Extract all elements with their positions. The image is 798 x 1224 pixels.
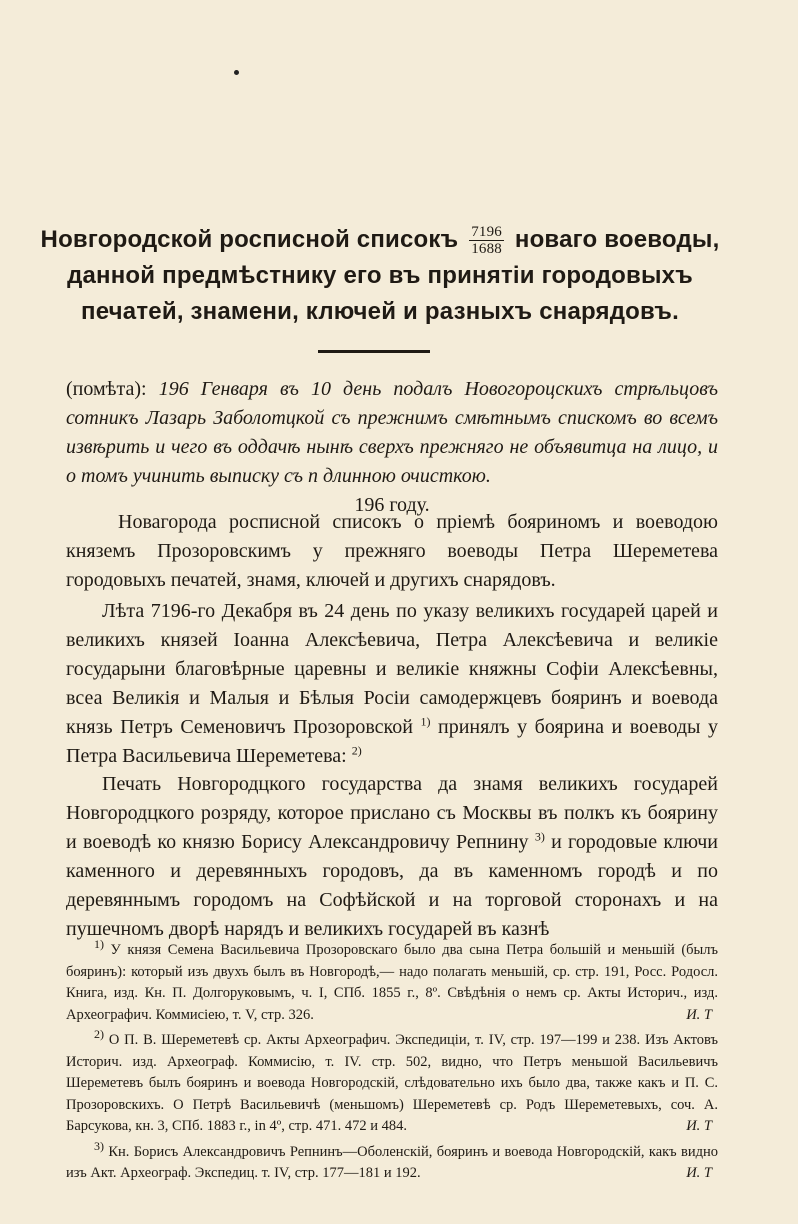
remark-year: 196 году.: [354, 494, 430, 516]
footnotes: [66, 937, 719, 1189]
footnote: [66, 1138, 719, 1185]
footnote: [66, 1027, 719, 1138]
document-title: [40, 222, 720, 330]
remark-text: 196 Генваря въ 10 день подалъ Новогороцскихъ стрѣльцовъ сотникъ Лазарь Заболотцкой съ прежнимъ смѣтнымъ спискомъ во всемъ извѣрить и чего въ оддачѣ нынѣ сверхъ прежняго не объявитца на лицо, и о томъ учинить выписку съ п длинною очисткою.: [66, 378, 718, 487]
footnote-ref-3: 3): [534, 829, 545, 844]
title-part-1: Новгородской росписной списокъ: [40, 226, 459, 253]
footnote-mark: 2): [94, 1027, 104, 1042]
ink-dot: [234, 70, 239, 75]
fraction-numerator: 7196: [471, 224, 502, 241]
footnote-ref-1: 1): [420, 714, 431, 729]
paragraph-seal-text-a: Печать Новгородцкого государства да знамя великихъ государей Новгородцкого розряду, которое прислано съ Москвы въ полкъ къ боярину и воеводѣ ко князю Борису Александровичу Репнину: [66, 773, 718, 853]
footnote-signature: И. Т: [686, 1118, 712, 1134]
paragraph-date-text-a: Лѣта 7196-го Декабря въ 24 день по указу великихъ государей царей и великихъ князей Іоанна Алексѣевича, Петра Алексѣевича и великіе государыни благовѣрные царевны и великіе княжны Софіи Алексѣевны, всеа Великія и Малыя и Бѣлыя Росіи самодержцевъ бояринъ и воевода князь Петръ Семеновичъ Прозоровской: [66, 600, 718, 738]
title-divider: [318, 350, 430, 353]
year-fraction: [469, 224, 504, 257]
title-part-2: новаго воеводы, данной предмѣстнику его въ принятіи городовыхъ печатей, знамени, ключей и разныхъ снарядовъ.: [67, 226, 720, 325]
remark-paragraph: [66, 375, 718, 520]
fraction-denominator: 1688: [471, 241, 502, 258]
footnote-ref-2: 2): [351, 743, 362, 758]
paragraph-seal: [66, 770, 718, 944]
footnote-text: У князя Семена Васильевича Прозоровскаго было два сына Петра большій и меньшій (былъ бояринъ): который изъ двухъ былъ въ Новгородѣ,— надо полагать меньшій, ср. стр. 191, Росс. Родосл. Книга, изд. Кн. П. Долгоруковымъ, ч. I, СПб. 1855 г., 8º. Свѣдѣнія о немъ ср. Акты Историч., изд. Археографич. Коммисіею, т. V, стр. 326.: [66, 942, 719, 1023]
footnote-mark: 1): [94, 937, 104, 952]
paragraph-intro: Новагорода росписной списокъ о пріемѣ бояриномъ и воеводою княземъ Прозоровскимъ у прежняго воеводы Петра Шереметева городовыхъ печатей, знамя, ключей и другихъ снарядовъ.: [66, 511, 718, 591]
footnote-text: О П. В. Шереметевѣ ср. Акты Археографич. Экспедиціи, т. IV, стр. 197—199 и 238. Изъ Актовъ Историч. изд. Археограф. Коммисію, т. IV. стр. 502, видно, что Петръ меньшой Васильевичъ Шереметевъ былъ бояринъ и воевода Новгородскій, слѣдовательно ихъ было два, также какъ и П. С. Прозоровскихъ. О Петрѣ Васильевичѣ (меньшомъ) Шереметевѣ ср. Родъ Шереметевыхъ, соч. А. Барсукова, кн. 3, СПб. 1883 г., in 4º, стр. 471. 472 и 484.: [66, 1032, 719, 1134]
remark-label: (помѣта):: [66, 378, 147, 400]
footnote-signature: И. Т: [686, 1165, 712, 1181]
footnote: [66, 937, 719, 1026]
paragraph-date-text-b: принялъ у боярина и воеводы у Петра Васильевича Шереметева:: [66, 716, 718, 767]
footnote-text: Кн. Борисъ Александровичъ Репнинъ—Оболенскій, бояринъ и воевода Новгородскій, какъ видно изъ Акт. Археограф. Экспедиц. т. IV, стр. 177—181 и 192.: [66, 1143, 719, 1181]
paragraph-seal-text-b: и городовые ключи каменного и деревянныхъ городовъ, да въ каменномъ городѣ и по деревяннымъ городомъ на Софѣйской и на торговой сторонахъ и на пушечномъ дворѣ нарядъ и великихъ государей въ казнѣ: [66, 831, 719, 940]
footnote-mark: 3): [94, 1138, 104, 1153]
paragraph-date: [66, 597, 718, 771]
footnote-signature: И. Т: [686, 1006, 712, 1023]
